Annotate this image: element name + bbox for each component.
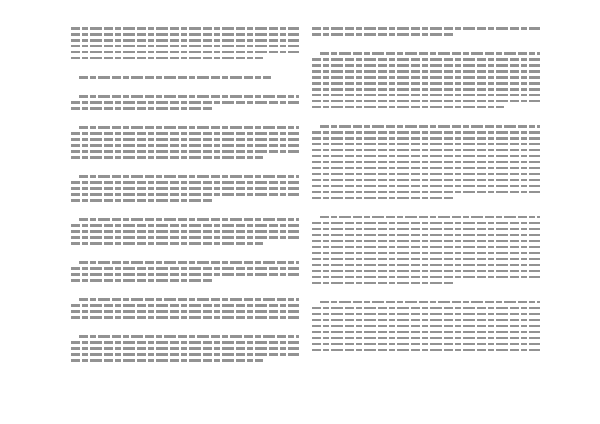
paragraph [71, 82, 299, 92]
text-line [71, 273, 299, 275]
text-line [312, 155, 540, 157]
paragraph [71, 285, 299, 295]
text-line [312, 179, 540, 181]
paragraph [71, 162, 299, 172]
text-line [312, 331, 540, 333]
text-line [312, 258, 540, 260]
text-line [71, 33, 299, 35]
text-line [312, 319, 540, 321]
text-line [312, 191, 540, 193]
text-line [79, 175, 299, 177]
text-line [312, 100, 540, 102]
text-line [312, 228, 540, 230]
text-line [312, 58, 540, 60]
paragraph [312, 112, 540, 122]
text-line [71, 267, 299, 269]
text-line [71, 181, 299, 183]
text-line [312, 197, 453, 199]
text-line [71, 236, 299, 238]
text-line [312, 313, 540, 315]
text-line [320, 301, 540, 303]
text-line [79, 298, 299, 300]
paragraph [71, 322, 299, 332]
text-line [71, 304, 299, 306]
text-line [71, 101, 299, 103]
text-line [71, 107, 212, 109]
text-line [312, 325, 540, 327]
text-line [312, 167, 540, 169]
paragraph [312, 355, 540, 365]
paragraph [312, 39, 540, 49]
text-line [312, 106, 504, 108]
text-line [71, 156, 263, 158]
text-line [71, 187, 299, 189]
text-line [312, 149, 540, 151]
text-line [312, 64, 540, 66]
text-line [71, 359, 263, 361]
text-line [71, 316, 299, 318]
text-line [71, 193, 299, 195]
text-line [71, 45, 299, 47]
text-line [312, 343, 540, 345]
text-line [71, 144, 299, 146]
text-line [71, 347, 299, 349]
text-line [312, 27, 540, 29]
text-line [71, 132, 299, 134]
text-line [312, 252, 540, 254]
right-text-column [312, 14, 540, 410]
text-line [71, 230, 299, 232]
text-line [71, 224, 299, 226]
text-line [71, 199, 212, 201]
text-line [312, 33, 453, 35]
text-line [312, 173, 540, 175]
text-line [312, 70, 540, 72]
text-line [312, 137, 540, 139]
text-line [312, 307, 540, 309]
text-line [79, 76, 271, 78]
text-line [312, 270, 540, 272]
text-line [312, 234, 540, 236]
text-line [71, 242, 263, 244]
text-line [79, 335, 299, 337]
text-line [71, 310, 299, 312]
paragraph [312, 288, 540, 298]
text-line [312, 264, 540, 266]
text-line [312, 222, 540, 224]
text-line [312, 131, 540, 133]
text-line [79, 261, 299, 263]
paragraph [71, 205, 299, 215]
text-line [312, 143, 540, 145]
text-line [312, 246, 540, 248]
paragraph [71, 113, 299, 123]
text-line [312, 161, 540, 163]
text-line [71, 353, 299, 355]
text-line [312, 282, 453, 284]
text-line [79, 218, 299, 220]
text-line [320, 216, 540, 218]
text-line [71, 39, 299, 41]
text-line [312, 82, 540, 84]
text-line [312, 185, 540, 187]
left-text-column [71, 14, 299, 410]
text-line [71, 138, 299, 140]
text-line [312, 337, 540, 339]
text-line [71, 27, 299, 29]
text-line [79, 126, 299, 128]
text-line [312, 240, 540, 242]
text-line [312, 276, 540, 278]
text-line [312, 88, 540, 90]
text-line [71, 51, 299, 53]
text-line [320, 125, 540, 127]
text-line [71, 279, 212, 281]
text-line [312, 76, 540, 78]
text-line [79, 95, 299, 97]
text-line [312, 349, 540, 351]
text-line [312, 94, 540, 96]
text-line [71, 150, 299, 152]
paragraph [312, 14, 540, 24]
paragraph [71, 248, 299, 258]
dialogue-paragraph [71, 63, 299, 73]
paragraph [71, 14, 299, 24]
text-line [71, 57, 263, 59]
text-line [320, 52, 540, 54]
paragraph [312, 203, 540, 213]
text-line [71, 341, 299, 343]
